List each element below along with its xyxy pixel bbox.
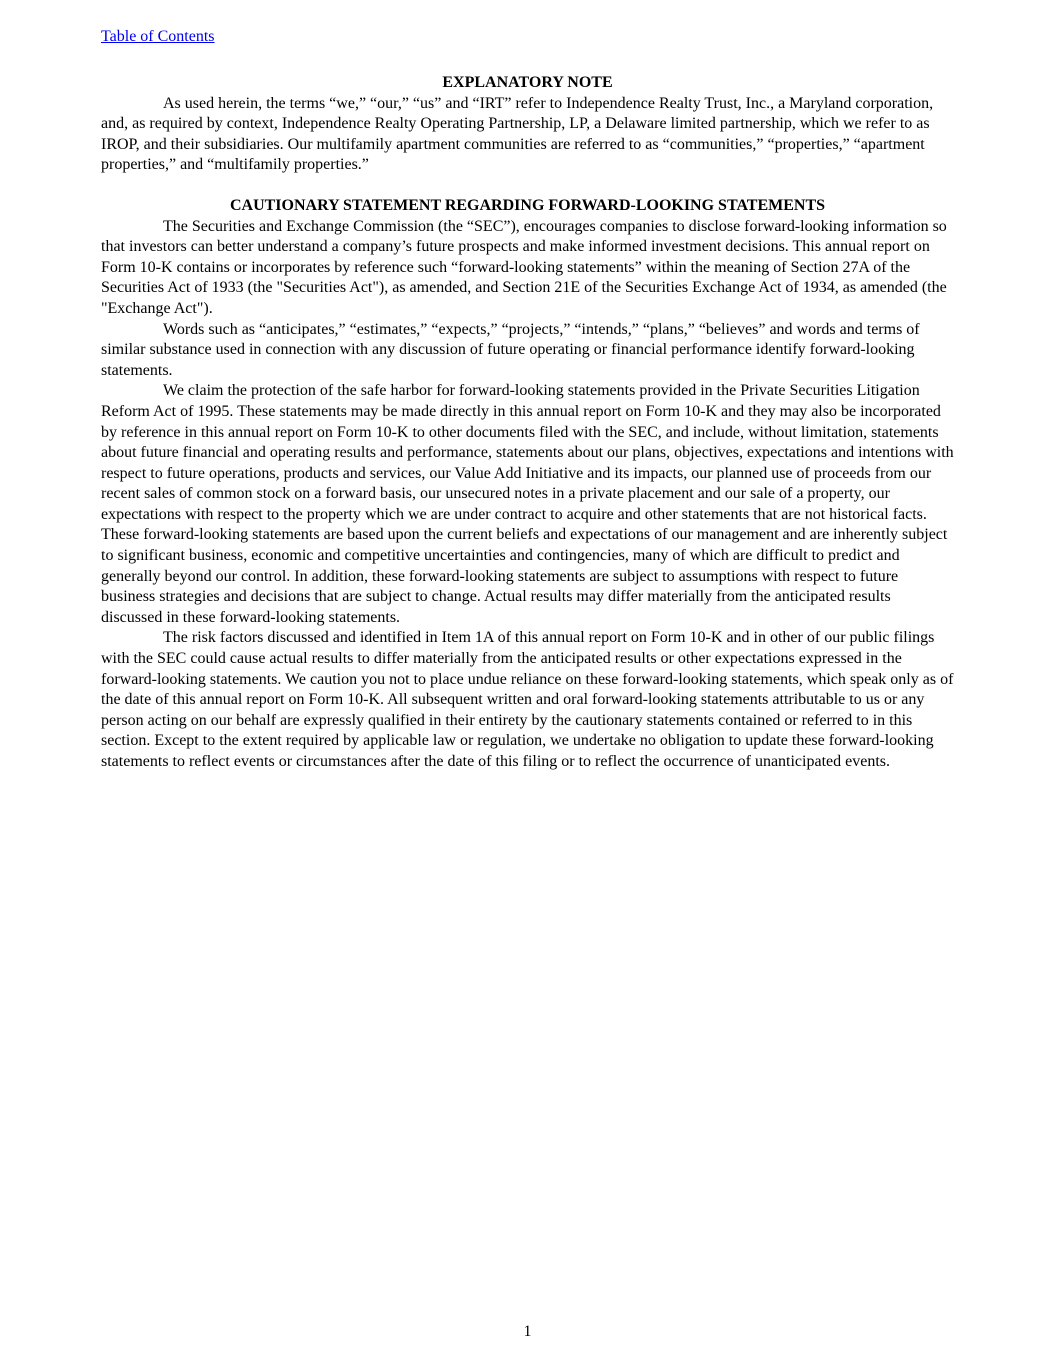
cautionary-paragraph-words: Words such as “anticipates,” “estimates,” “expects,” “projects,” “intends,” “plans,” “believes” and words and terms of similar substance used in connection with any discussion of future operating or financial performance identify forward-looking statements. <box>101 320 920 379</box>
cautionary-statement-heading: CAUTIONARY STATEMENT REGARDING FORWARD-LOOKING STATEMENTS <box>229 196 826 214</box>
explanatory-note-heading: EXPLANATORY NOTE <box>442 74 613 91</box>
cautionary-paragraph-sec: The Securities and Exchange Commission (the “SEC”), encourages companies to disclose forward-looking information so that investors can better understand a company’s future prospects and make informed investment decisions. This annual report on Form 10-K contains or incorporates by reference such “forward-looking statements” within the meaning of Section 27A of the Securities Act of 1933 (the "Securities Act"), as amended, and Section 21E of the Securities Exchange Act of 1934, as amended (the "Exchange Act"). <box>101 217 947 317</box>
table-of-contents-link[interactable]: Table of Contents <box>101 28 215 45</box>
cautionary-paragraph-risk-factors: The risk factors discussed and identified in Item 1A of this annual report on Form 10-K and in other of our public filings with the SEC could cause actual results to differ materially from the anticipated results or other expectations expressed in the forward-looking statements. We caution you not to place undue reliance on these forward-looking statements, which speak only as of the date of this annual report on Form 10-K. All subsequent written and oral forward-looking statements attributable to us or any person acting on our behalf are expressly qualified in their entirety by the cautionary statements contained or referred to in this section. Except to the extent required by applicable law or regulation, we undertake no obligation to update these forward-looking statements to reflect events or circumstances after the date of this filing or to reflect the occurrence of unanticipated events. <box>101 629 954 770</box>
cautionary-paragraph-safe-harbor: We claim the protection of the safe harbor for forward-looking statements provided in the Private Securities Litigation Reform Act of 1995. These statements may be made directly in this annual report on Form 10-K and they may also be incorporated by reference in this annual report on Form 10-K to other documents filed with the SEC, and include, without limitation, statements about future financial and operating results and performance, statements about our plans, objectives, expectations and intentions with respect to future operations, products and services, our Value Add Initiative and its impacts, our planned use of proceeds from our recent sales of common stock on a forward basis, our unsecured notes in a private placement and our sale of a property, our expectations with respect to the property which we are under contract to acquire and other statements that are not historical facts. These forward-looking statements are based upon the current beliefs and expectations of our management and are inherently subject to significant business, economic and competitive uncertainties and contingencies, many of which are difficult to predict and generally beyond our control. In addition, these forward-looking statements are subject to assumptions with respect to future business strategies and decisions that are subject to change. Actual results may differ materially from the anticipated results discussed in these forward-looking statements. <box>101 382 954 626</box>
explanatory-note-paragraph: As used herein, the terms “we,” “our,” “us” and “IRT” refer to Independence Realty Trust, Inc., a Maryland corporation, and, as required by context, Independence Realty Operating Partnership, LP, a Delaware limited partnership, which we refer to as IROP, and their subsidiaries. Our multifamily apartment communities are referred to as “communities,” “properties,” “apartment properties,” and “multifamily properties.” <box>101 94 934 174</box>
page-number: 1 <box>523 1323 532 1340</box>
document-body <box>101 73 954 773</box>
